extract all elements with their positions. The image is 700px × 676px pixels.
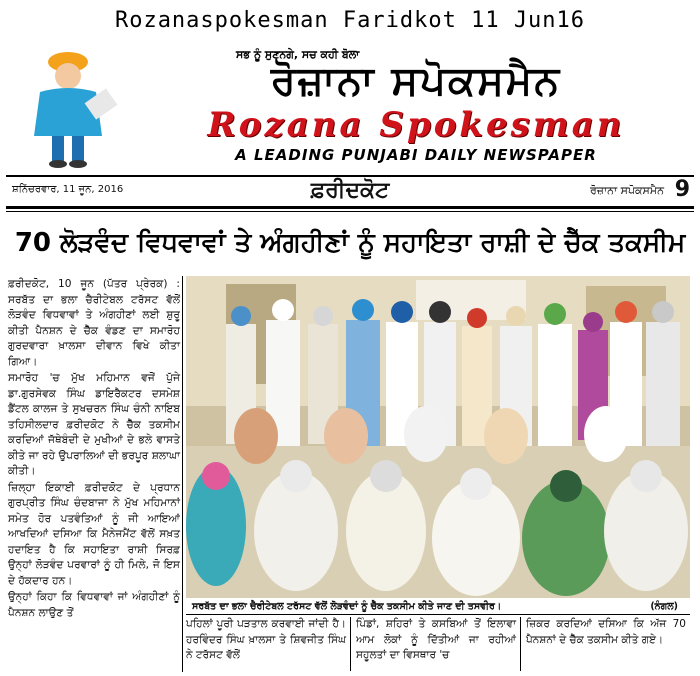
photo-caption-text: ਸਰਬੱਤ ਦਾ ਭਲਾ ਚੈਰੀਟੇਬਲ ਟਰੱਸਟ ਵੱਲੋਂ ਲੋੜਵੰਦਾਂ ਨੂੰ ਚੈੱਕ ਤਕਸੀਮ ਕੀਤੇ ਜਾਣ ਦੀ ਤਸਵੀਰ। — [192, 601, 502, 612]
city-section-title: ਫ਼ਰੀਦਕੋਟ — [310, 178, 390, 203]
article-left-column — [8, 277, 180, 619]
article-paragraph: ਜ਼ਿਲ੍ਹਾ ਇਕਾਈ ਫ਼ਰੀਦਕੋਟ ਦੇ ਪ੍ਰਧਾਨ ਗੁਰਪ੍ਰੀਤ ਸਿੰਘ ਚੰਦਬਾਜਾ ਨੇ ਮੁੱਖ ਮਹਿਮਾਨਾਂ ਸਮੇਤ ਹੋਰ ਪਤਵੰਤਿਆਂ ਨੂੰ ਜੀ ਆਇਆਂ ਆਖਦਿਆਂ ਦਸਿਆ ਕਿ ਮੈਨੇਜਮੈਂਟ ਵੱਲੋਂ ਸਖ਼ਤ ਹਦਾਇਤ ਹੈ ਕਿ ਸਹਾਇਤਾ ਰਾਸ਼ੀ ਸਿਰਫ਼ ਉਨ੍ਹਾਂ ਲੋੜਵੰਦ ਪਰਵਾਰਾਂ ਨੂੰ ਹੀ ਮਿਲੇ, ਜੋ ਇਸ ਦੇ ਹੱਕਦਾਰ ਹਨ। — [8, 481, 180, 587]
masthead-punjabi-name: ਰੋਜ਼ਾਨਾ ਸਪੋਕਸਮੈਨ — [270, 58, 562, 104]
bottom-column-3: ਜ਼ਿਕਰ ਕਰਦਿਆਂ ਦਸਿਆ ਕਿ ਅੱਜ 70 ਪੈਨਸ਼ਨਾਂ ਦੇ ਚੈੱਕ ਤਕਸੀਮ ਕੀਤੇ ਗਏ। — [526, 618, 686, 646]
page-number: 9 — [674, 177, 690, 202]
article-paragraph: ਫ਼ਰੀਦਕੋਟ, 10 ਜੂਨ (ਪੱਤਰ ਪ੍ਰੇਰਕ) : ਸਰਬੱਤ ਦਾ ਭਲਾ ਚੈਰੀਟੇਬਲ ਟਰੱਸਟ ਵੱਲੋਂ ਲੋੜਵੰਦ ਵਿਧਵਾਵਾਂ ਤੇ ਅੰਗਹੀਣਾਂ ਲਈ ਸ਼ੁਰੂ ਕੀਤੀ ਪੈਨਸ਼ਨ ਦੇ ਚੈੱਕ ਵੰਡਣ ਦਾ ਸਮਾਰੋਹ ਗੁਰਦਵਾਰਾ ਖ਼ਾਲਸਾ ਦੀਵਾਨ ਵਿਖੇ ਕੀਤਾ ਗਿਆ। — [8, 278, 180, 368]
dateline — [6, 178, 694, 204]
article-paragraph: ਉਨ੍ਹਾਂ ਕਿਹਾ ਕਿ ਵਿਧਵਾਵਾਂ ਜਾਂ ਅੰਗਹੀਣਾਂ ਨੂੰ ਪੈਨਸ਼ਨ ਲਾਉਣ ਤੋਂ — [8, 591, 180, 619]
dateline-rule-thin — [6, 211, 694, 212]
column-divider — [350, 617, 351, 671]
caption-rule — [186, 614, 690, 615]
mascot-illustration — [18, 50, 118, 168]
article-paragraph: ਸਮਾਰੋਹ 'ਚ ਮੁੱਖ ਮਹਿਮਾਨ ਵਜੋਂ ਪੁੱਜੇ ਡਾ.ਗੁਰਸੇਵਕ ਸਿੰਘ ਡਾਇਰੈਕਟਰ ਦਸਮੇਸ਼ ਡੈਂਟਲ ਕਾਲਜ ਤੇ ਸੁਖਚਰਨ ਸਿੰਘ ਚੰਨੀ ਨਾਇਬ ਤਹਿਸੀਲਦਾਰ ਫ਼ਰੀਦਕੋਟ ਨੇ ਚੈੱਕ ਤਕਸੀਮ ਕਰਦਿਆਂ ਜੱਥੇਬੰਦੀ ਦੇ ਮੁਖੀਆਂ ਦੇ ਭਲੇ ਵਾਸਤੇ ਕੀਤੇ ਜਾ ਰਹੇ ਉਪਰਾਲਿਆਂ ਦੀ ਭਰਪੂਰ ਸ਼ਲਾਘਾ ਕੀਤੀ। — [8, 372, 180, 477]
paper-name-small: ਰੋਜ਼ਾਨਾ ਸਪੋਕਸਮੈਨ — [589, 184, 664, 197]
column-divider — [520, 617, 521, 671]
bottom-column-2: ਪਿੰਡਾਂ, ਸ਼ਹਿਰਾਂ ਤੇ ਕਸਬਿਆਂ ਤੋਂ ਇਲਾਵਾ ਆਮ ਲੋਕਾਂ ਨੂੰ ਦਿੱਤੀਆਂ ਜਾ ਰਹੀਆਂ ਸਹੂਲਤਾਂ ਦਾ ਵਿਸਥਾਰ 'ਚ — [356, 618, 516, 661]
masthead — [6, 44, 694, 174]
column-divider — [182, 276, 183, 672]
masthead-rule — [6, 175, 694, 177]
headline: 70 ਲੋੜਵੰਦ ਵਿਧਵਾਵਾਂ ਤੇ ਅੰਗਹੀਣਾਂ ਨੂੰ ਸਹਾਇਤਾ ਰਾਸ਼ੀ ਦੇ ਚੈੱਕ ਤਕਸੀਮ — [14, 228, 686, 258]
page-caption: Rozanaspokesman Faridkot 11 Jun16 — [114, 8, 586, 33]
photo-credit: (ਨੰਗਲ) — [650, 601, 678, 612]
masthead-english-name: Rozana Spokesman — [207, 105, 625, 145]
issue-date: ਸ਼ਨਿੱਚਰਵਾਰ, 11 ਜੂਨ, 2016 — [12, 184, 124, 195]
dateline-rule — [6, 206, 694, 209]
masthead-subtitle: A LEADING PUNJABI DAILY NEWSPAPER — [235, 146, 597, 164]
bottom-column-1: ਪਹਿਲਾਂ ਪੂਰੀ ਪੜਤਾਲ ਕਰਵਾਈ ਜਾਂਦੀ ਹੈ। ਹਰਵਿੰਦਰ ਸਿੰਘ ਖ਼ਾਲਸਾ ਤੇ ਸ਼ਿਵਜੀਤ ਸਿੰਘ ਨੇ ਟਰੱਸਟ ਵੱਲੋਂ — [186, 618, 346, 661]
tagline: ਸਭ ਨੂੰ ਸੁਣਨਗੇ, ਸਚ ਕਹੀ ਬੋਲਾ — [236, 48, 360, 61]
group-photo — [186, 276, 690, 598]
